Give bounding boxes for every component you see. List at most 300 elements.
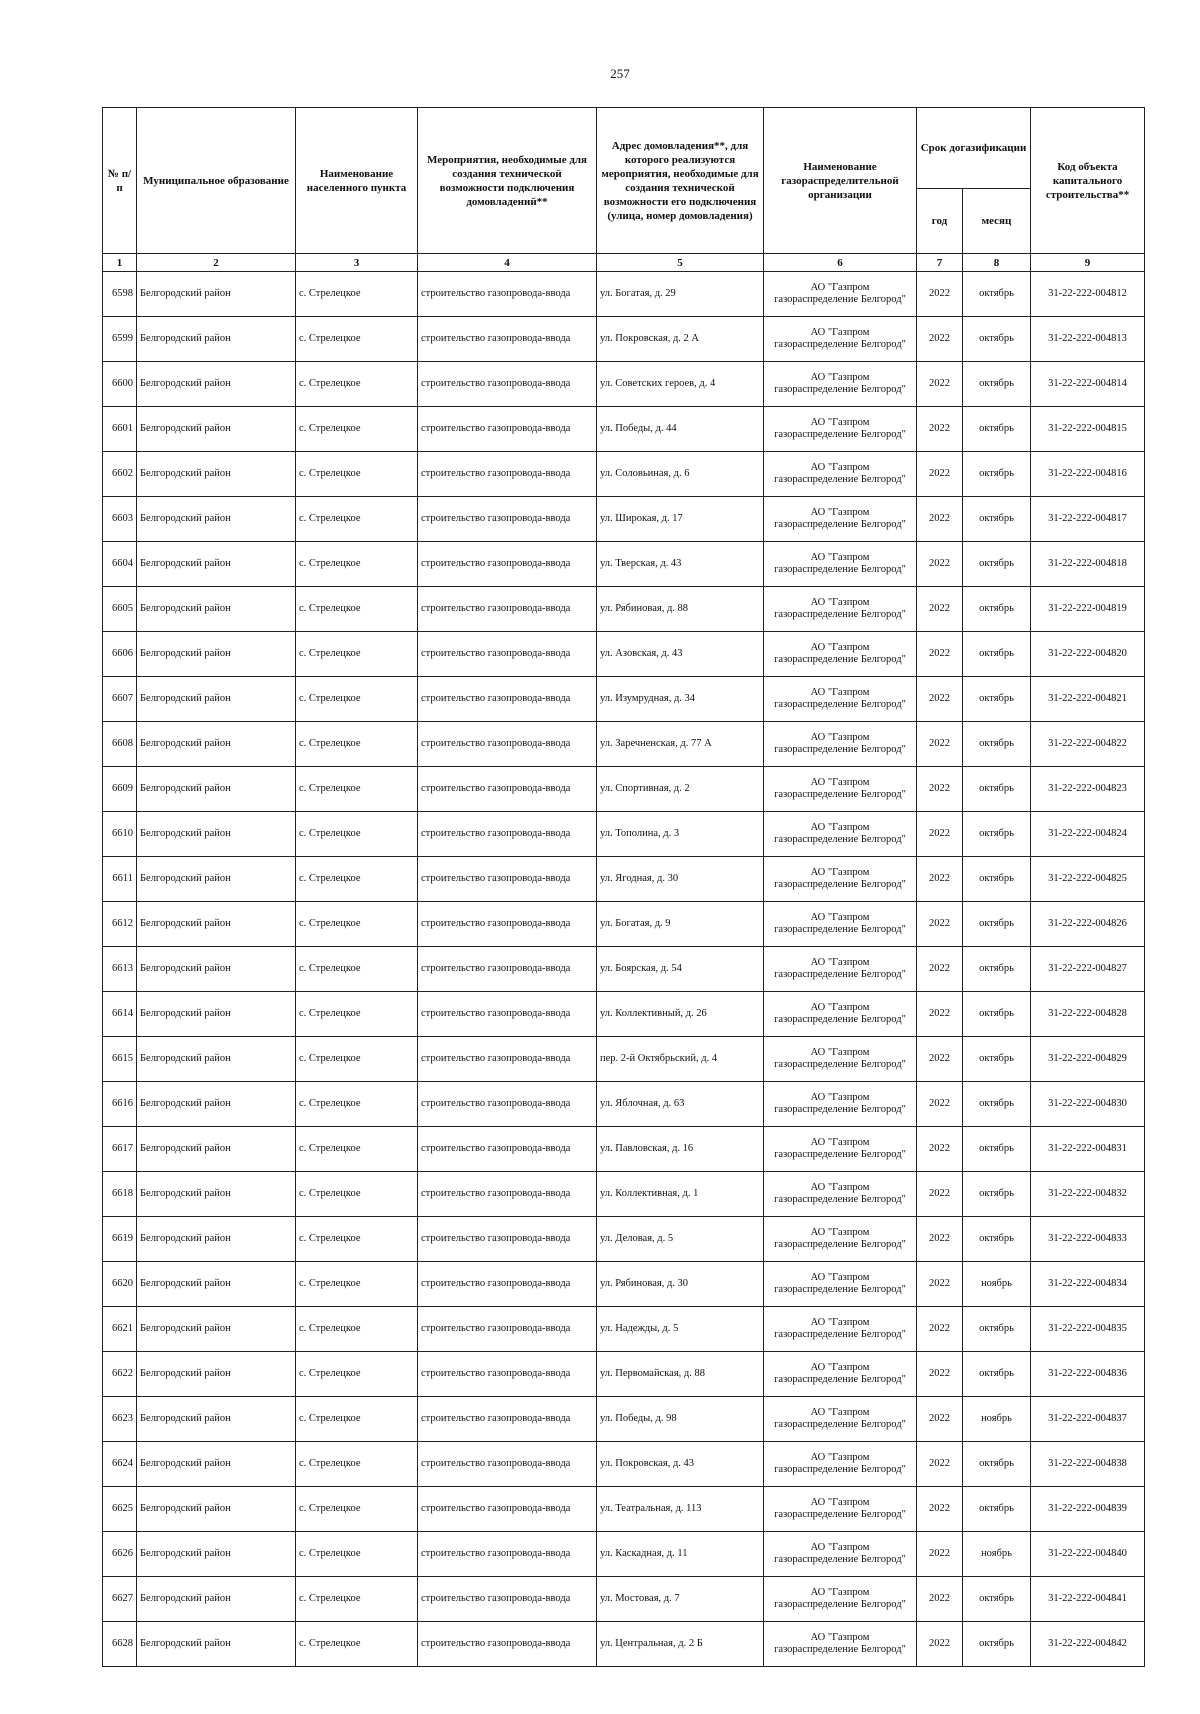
column-number: 6: [764, 254, 917, 272]
cell-measure: строительство газопровода-ввода: [418, 812, 597, 857]
cell-settlement: с. Стрелецкое: [296, 272, 418, 317]
org-line1: АО "Газпром: [810, 1497, 870, 1508]
org-line1: АО "Газпром: [810, 327, 870, 338]
cell-code: 31-22-222-004838: [1031, 1442, 1145, 1487]
cell-org: [764, 497, 917, 542]
table-row: [103, 407, 1145, 452]
cell-address: ул. Покровская, д. 43: [597, 1442, 764, 1487]
cell-measure: строительство газопровода-ввода: [418, 1622, 597, 1667]
cell-month: октябрь: [963, 407, 1031, 452]
org-line2: газораспределение Белгород": [774, 834, 906, 845]
cell-month: октябрь: [963, 542, 1031, 587]
cell-municipality: Белгородский район: [137, 1307, 296, 1352]
cell-num: 6615: [103, 1037, 137, 1082]
cell-year: 2022: [917, 1037, 963, 1082]
cell-month: октябрь: [963, 1082, 1031, 1127]
org-line2: газораспределение Белгород": [774, 294, 906, 305]
cell-measure: строительство газопровода-ввода: [418, 1577, 597, 1622]
header-deadline: Срок догазификации: [917, 108, 1031, 189]
cell-code: 31-22-222-004820: [1031, 632, 1145, 677]
cell-address: пер. 2-й Октябрьский, д. 4: [597, 1037, 764, 1082]
cell-settlement: с. Стрелецкое: [296, 1172, 418, 1217]
cell-settlement: с. Стрелецкое: [296, 1532, 418, 1577]
cell-settlement: с. Стрелецкое: [296, 1037, 418, 1082]
cell-address: ул. Тверская, д. 43: [597, 542, 764, 587]
cell-settlement: с. Стрелецкое: [296, 812, 418, 857]
cell-org: [764, 272, 917, 317]
org-line2: газораспределение Белгород": [774, 1374, 906, 1385]
cell-org: [764, 1217, 917, 1262]
table-row: [103, 452, 1145, 497]
cell-settlement: с. Стрелецкое: [296, 452, 418, 497]
cell-code: 31-22-222-004812: [1031, 272, 1145, 317]
table-row: [103, 1082, 1145, 1127]
cell-org: [764, 1352, 917, 1397]
cell-measure: строительство газопровода-ввода: [418, 497, 597, 542]
org-line2: газораспределение Белгород": [774, 474, 906, 485]
org-line1: АО "Газпром: [810, 1272, 870, 1283]
cell-num: 6624: [103, 1442, 137, 1487]
cell-settlement: с. Стрелецкое: [296, 857, 418, 902]
org-line2: газораспределение Белгород": [774, 429, 906, 440]
table-row: [103, 1307, 1145, 1352]
cell-municipality: Белгородский район: [137, 992, 296, 1037]
table-row: [103, 1577, 1145, 1622]
cell-num: 6618: [103, 1172, 137, 1217]
table-row: [103, 362, 1145, 407]
cell-code: 31-22-222-004817: [1031, 497, 1145, 542]
header-settlement: Наименование населенного пункта: [296, 108, 418, 254]
cell-municipality: Белгородский район: [137, 1622, 296, 1667]
cell-municipality: Белгородский район: [137, 1577, 296, 1622]
cell-year: 2022: [917, 902, 963, 947]
cell-municipality: Белгородский район: [137, 1487, 296, 1532]
cell-address: ул. Центральная, д. 2 Б: [597, 1622, 764, 1667]
cell-org: [764, 1307, 917, 1352]
cell-municipality: Белгородский район: [137, 857, 296, 902]
cell-address: ул. Широкая, д. 17: [597, 497, 764, 542]
cell-year: 2022: [917, 1622, 963, 1667]
cell-month: октябрь: [963, 1442, 1031, 1487]
cell-num: 6611: [103, 857, 137, 902]
cell-num: 6616: [103, 1082, 137, 1127]
org-line2: газораспределение Белгород": [774, 1644, 906, 1655]
table-row: [103, 767, 1145, 812]
cell-month: октябрь: [963, 362, 1031, 407]
cell-measure: строительство газопровода-ввода: [418, 767, 597, 812]
cell-settlement: с. Стрелецкое: [296, 587, 418, 632]
cell-code: 31-22-222-004829: [1031, 1037, 1145, 1082]
cell-year: 2022: [917, 272, 963, 317]
cell-settlement: с. Стрелецкое: [296, 1127, 418, 1172]
cell-year: 2022: [917, 677, 963, 722]
cell-year: 2022: [917, 767, 963, 812]
cell-measure: строительство газопровода-ввода: [418, 992, 597, 1037]
cell-org: [764, 677, 917, 722]
cell-code: 31-22-222-004842: [1031, 1622, 1145, 1667]
cell-num: 6604: [103, 542, 137, 587]
column-number-row: [103, 254, 1145, 272]
cell-code: 31-22-222-004841: [1031, 1577, 1145, 1622]
cell-org: [764, 587, 917, 632]
cell-month: октябрь: [963, 1037, 1031, 1082]
cell-month: октябрь: [963, 1127, 1031, 1172]
org-line1: АО "Газпром: [810, 372, 870, 383]
table-row: [103, 677, 1145, 722]
org-line1: АО "Газпром: [810, 1587, 870, 1598]
cell-measure: строительство газопровода-ввода: [418, 1307, 597, 1352]
cell-month: октябрь: [963, 947, 1031, 992]
cell-settlement: с. Стрелецкое: [296, 902, 418, 947]
org-line2: газораспределение Белгород": [774, 609, 906, 620]
org-line1: АО "Газпром: [810, 1092, 870, 1103]
cell-municipality: Белгородский район: [137, 1262, 296, 1307]
cell-address: ул. Боярская, д. 54: [597, 947, 764, 992]
cell-settlement: с. Стрелецкое: [296, 992, 418, 1037]
column-number: 5: [597, 254, 764, 272]
cell-address: ул. Мостовая, д. 7: [597, 1577, 764, 1622]
org-line2: газораспределение Белгород": [774, 1239, 906, 1250]
cell-org: [764, 1397, 917, 1442]
cell-code: 31-22-222-004821: [1031, 677, 1145, 722]
cell-municipality: Белгородский район: [137, 497, 296, 542]
cell-measure: строительство газопровода-ввода: [418, 1217, 597, 1262]
cell-settlement: с. Стрелецкое: [296, 1217, 418, 1262]
org-line1: АО "Газпром: [810, 282, 870, 293]
cell-settlement: с. Стрелецкое: [296, 362, 418, 407]
cell-address: ул. Спортивная, д. 2: [597, 767, 764, 812]
table-row: [103, 497, 1145, 542]
table-row: [103, 1037, 1145, 1082]
cell-num: 6622: [103, 1352, 137, 1397]
cell-municipality: Белгородский район: [137, 1397, 296, 1442]
cell-settlement: с. Стрелецкое: [296, 1262, 418, 1307]
org-line1: АО "Газпром: [810, 732, 870, 743]
cell-address: ул. Покровская, д. 2 А: [597, 317, 764, 362]
cell-month: октябрь: [963, 1352, 1031, 1397]
cell-measure: строительство газопровода-ввода: [418, 1532, 597, 1577]
cell-municipality: Белгородский район: [137, 767, 296, 812]
cell-org: [764, 1127, 917, 1172]
cell-num: 6628: [103, 1622, 137, 1667]
cell-year: 2022: [917, 1487, 963, 1532]
cell-org: [764, 407, 917, 452]
org-line1: АО "Газпром: [810, 867, 870, 878]
cell-address: ул. Деловая, д. 5: [597, 1217, 764, 1262]
cell-year: 2022: [917, 632, 963, 677]
org-line1: АО "Газпром: [810, 1002, 870, 1013]
cell-settlement: с. Стрелецкое: [296, 1307, 418, 1352]
cell-num: 6609: [103, 767, 137, 812]
cell-address: ул. Рябиновая, д. 88: [597, 587, 764, 632]
org-line1: АО "Газпром: [810, 642, 870, 653]
org-line1: АО "Газпром: [810, 1542, 870, 1553]
column-number: 2: [137, 254, 296, 272]
org-line2: газораспределение Белгород": [774, 1104, 906, 1115]
cell-measure: строительство газопровода-ввода: [418, 857, 597, 902]
cell-year: 2022: [917, 1127, 963, 1172]
cell-settlement: с. Стрелецкое: [296, 497, 418, 542]
cell-year: 2022: [917, 1307, 963, 1352]
cell-settlement: с. Стрелецкое: [296, 677, 418, 722]
table-row: [103, 722, 1145, 767]
page-number: 257: [610, 66, 630, 81]
org-line1: АО "Газпром: [810, 1227, 870, 1238]
cell-num: 6612: [103, 902, 137, 947]
org-line2: газораспределение Белгород": [774, 654, 906, 665]
cell-code: 31-22-222-004814: [1031, 362, 1145, 407]
cell-month: октябрь: [963, 677, 1031, 722]
cell-org: [764, 317, 917, 362]
cell-municipality: Белгородский район: [137, 587, 296, 632]
cell-month: октябрь: [963, 1217, 1031, 1262]
cell-address: ул. Изумрудная, д. 34: [597, 677, 764, 722]
column-number: 3: [296, 254, 418, 272]
org-line2: газораспределение Белгород": [774, 1554, 906, 1565]
table-row: [103, 1127, 1145, 1172]
header-num: № п/п: [103, 108, 137, 254]
cell-code: 31-22-222-004832: [1031, 1172, 1145, 1217]
column-number: 7: [917, 254, 963, 272]
org-line2: газораспределение Белгород": [774, 1464, 906, 1475]
cell-num: 6607: [103, 677, 137, 722]
cell-code: 31-22-222-004813: [1031, 317, 1145, 362]
cell-month: октябрь: [963, 1307, 1031, 1352]
cell-settlement: с. Стрелецкое: [296, 317, 418, 362]
cell-code: 31-22-222-004833: [1031, 1217, 1145, 1262]
org-line2: газораспределение Белгород": [774, 384, 906, 395]
cell-org: [764, 1037, 917, 1082]
org-line1: АО "Газпром: [810, 1632, 870, 1643]
cell-settlement: с. Стрелецкое: [296, 1487, 418, 1532]
table-row: [103, 1397, 1145, 1442]
org-line2: газораспределение Белгород": [774, 1329, 906, 1340]
org-line1: АО "Газпром: [810, 777, 870, 788]
table-row: [103, 632, 1145, 677]
cell-org: [764, 1262, 917, 1307]
cell-month: октябрь: [963, 1577, 1031, 1622]
cell-measure: строительство газопровода-ввода: [418, 1262, 597, 1307]
cell-settlement: с. Стрелецкое: [296, 407, 418, 452]
cell-municipality: Белгородский район: [137, 317, 296, 362]
cell-address: ул. Каскадная, д. 11: [597, 1532, 764, 1577]
cell-year: 2022: [917, 1532, 963, 1577]
cell-code: 31-22-222-004824: [1031, 812, 1145, 857]
cell-address: ул. Театральная, д. 113: [597, 1487, 764, 1532]
cell-org: [764, 812, 917, 857]
org-line1: АО "Газпром: [810, 552, 870, 563]
cell-org: [764, 1172, 917, 1217]
table-row: [103, 1217, 1145, 1262]
cell-measure: строительство газопровода-ввода: [418, 317, 597, 362]
cell-code: 31-22-222-004816: [1031, 452, 1145, 497]
cell-address: ул. Ягодная, д. 30: [597, 857, 764, 902]
table-row: [103, 1622, 1145, 1667]
cell-municipality: Белгородский район: [137, 362, 296, 407]
cell-measure: строительство газопровода-ввода: [418, 1352, 597, 1397]
cell-municipality: Белгородский район: [137, 1532, 296, 1577]
org-line1: АО "Газпром: [810, 462, 870, 473]
cell-code: 31-22-222-004828: [1031, 992, 1145, 1037]
cell-measure: строительство газопровода-ввода: [418, 1487, 597, 1532]
cell-year: 2022: [917, 1172, 963, 1217]
cell-municipality: Белгородский район: [137, 902, 296, 947]
table-row: [103, 947, 1145, 992]
cell-code: 31-22-222-004826: [1031, 902, 1145, 947]
cell-org: [764, 1442, 917, 1487]
cell-org: [764, 857, 917, 902]
cell-address: ул. Советских героев, д. 4: [597, 362, 764, 407]
cell-month: октябрь: [963, 767, 1031, 812]
cell-num: 6623: [103, 1397, 137, 1442]
header-month: месяц: [963, 189, 1031, 254]
cell-settlement: с. Стрелецкое: [296, 632, 418, 677]
cell-address: ул. Коллективная, д. 1: [597, 1172, 764, 1217]
org-line1: АО "Газпром: [810, 912, 870, 923]
cell-settlement: с. Стрелецкое: [296, 947, 418, 992]
cell-org: [764, 542, 917, 587]
column-number: 9: [1031, 254, 1145, 272]
org-line1: АО "Газпром: [810, 822, 870, 833]
column-number: 4: [418, 254, 597, 272]
org-line1: АО "Газпром: [810, 1317, 870, 1328]
cell-municipality: Белгородский район: [137, 812, 296, 857]
cell-org: [764, 632, 917, 677]
org-line1: АО "Газпром: [810, 597, 870, 608]
cell-num: 6602: [103, 452, 137, 497]
cell-month: ноябрь: [963, 1397, 1031, 1442]
cell-settlement: с. Стрелецкое: [296, 1442, 418, 1487]
cell-org: [764, 1487, 917, 1532]
cell-municipality: Белгородский район: [137, 632, 296, 677]
header-code: Код объекта капитального строительства**: [1031, 108, 1145, 254]
cell-year: 2022: [917, 497, 963, 542]
cell-code: 31-22-222-004831: [1031, 1127, 1145, 1172]
cell-year: 2022: [917, 587, 963, 632]
cell-num: 6600: [103, 362, 137, 407]
org-line1: АО "Газпром: [810, 1407, 870, 1418]
org-line2: газораспределение Белгород": [774, 699, 906, 710]
cell-org: [764, 452, 917, 497]
cell-measure: строительство газопровода-ввода: [418, 362, 597, 407]
cell-year: 2022: [917, 947, 963, 992]
table-body: [103, 272, 1145, 1667]
cell-municipality: Белгородский район: [137, 1352, 296, 1397]
cell-num: 6606: [103, 632, 137, 677]
gasification-table: [102, 107, 1145, 1667]
cell-num: 6599: [103, 317, 137, 362]
cell-month: октябрь: [963, 992, 1031, 1037]
cell-municipality: Белгородский район: [137, 272, 296, 317]
cell-month: октябрь: [963, 722, 1031, 767]
cell-year: 2022: [917, 542, 963, 587]
org-line1: АО "Газпром: [810, 1362, 870, 1373]
table-row: [103, 317, 1145, 362]
table-row: [103, 992, 1145, 1037]
header-year: год: [917, 189, 963, 254]
cell-code: 31-22-222-004815: [1031, 407, 1145, 452]
cell-settlement: с. Стрелецкое: [296, 1622, 418, 1667]
org-line1: АО "Газпром: [810, 417, 870, 428]
cell-address: ул. Заречненская, д. 77 А: [597, 722, 764, 767]
org-line2: газораспределение Белгород": [774, 924, 906, 935]
cell-address: ул. Первомайская, д. 88: [597, 1352, 764, 1397]
org-line2: газораспределение Белгород": [774, 1509, 906, 1520]
cell-code: 31-22-222-004823: [1031, 767, 1145, 812]
cell-num: 6619: [103, 1217, 137, 1262]
cell-month: октябрь: [963, 1172, 1031, 1217]
cell-measure: строительство газопровода-ввода: [418, 677, 597, 722]
org-line2: газораспределение Белгород": [774, 564, 906, 575]
cell-settlement: с. Стрелецкое: [296, 722, 418, 767]
org-line1: АО "Газпром: [810, 1137, 870, 1148]
cell-code: 31-22-222-004840: [1031, 1532, 1145, 1577]
table-row: [103, 812, 1145, 857]
cell-measure: строительство газопровода-ввода: [418, 722, 597, 767]
column-number: 8: [963, 254, 1031, 272]
table-row: [103, 857, 1145, 902]
cell-code: 31-22-222-004835: [1031, 1307, 1145, 1352]
cell-num: 6614: [103, 992, 137, 1037]
cell-year: 2022: [917, 317, 963, 362]
cell-municipality: Белгородский район: [137, 722, 296, 767]
cell-measure: строительство газопровода-ввода: [418, 1172, 597, 1217]
cell-municipality: Белгородский район: [137, 452, 296, 497]
cell-org: [764, 992, 917, 1037]
cell-municipality: Белгородский район: [137, 542, 296, 587]
org-line2: газораспределение Белгород": [774, 519, 906, 530]
cell-settlement: с. Стрелецкое: [296, 1352, 418, 1397]
table-row: [103, 1532, 1145, 1577]
cell-num: 6620: [103, 1262, 137, 1307]
cell-month: октябрь: [963, 497, 1031, 542]
cell-code: 31-22-222-004827: [1031, 947, 1145, 992]
column-number: 1: [103, 254, 137, 272]
cell-municipality: Белгородский район: [137, 1037, 296, 1082]
org-line2: газораспределение Белгород": [774, 789, 906, 800]
table-row: [103, 587, 1145, 632]
table-row: [103, 542, 1145, 587]
cell-address: ул. Павловская, д. 16: [597, 1127, 764, 1172]
cell-address: ул. Тополина, д. 3: [597, 812, 764, 857]
org-line1: АО "Газпром: [810, 687, 870, 698]
cell-month: октябрь: [963, 1622, 1031, 1667]
org-line2: газораспределение Белгород": [774, 1014, 906, 1025]
cell-month: ноябрь: [963, 1532, 1031, 1577]
cell-settlement: с. Стрелецкое: [296, 1082, 418, 1127]
org-line1: АО "Газпром: [810, 957, 870, 968]
cell-measure: строительство газопровода-ввода: [418, 1037, 597, 1082]
cell-num: 6621: [103, 1307, 137, 1352]
cell-address: ул. Победы, д. 98: [597, 1397, 764, 1442]
cell-measure: строительство газопровода-ввода: [418, 902, 597, 947]
cell-num: 6626: [103, 1532, 137, 1577]
cell-measure: строительство газопровода-ввода: [418, 272, 597, 317]
cell-address: ул. Коллективный, д. 26: [597, 992, 764, 1037]
cell-code: 31-22-222-004834: [1031, 1262, 1145, 1307]
cell-month: ноябрь: [963, 1262, 1031, 1307]
table-row: [103, 902, 1145, 947]
org-line2: газораспределение Белгород": [774, 879, 906, 890]
cell-year: 2022: [917, 1352, 963, 1397]
cell-code: 31-22-222-004837: [1031, 1397, 1145, 1442]
cell-settlement: с. Стрелецкое: [296, 542, 418, 587]
cell-num: 6610: [103, 812, 137, 857]
cell-org: [764, 1532, 917, 1577]
cell-measure: строительство газопровода-ввода: [418, 1397, 597, 1442]
cell-num: 6617: [103, 1127, 137, 1172]
cell-municipality: Белгородский район: [137, 407, 296, 452]
